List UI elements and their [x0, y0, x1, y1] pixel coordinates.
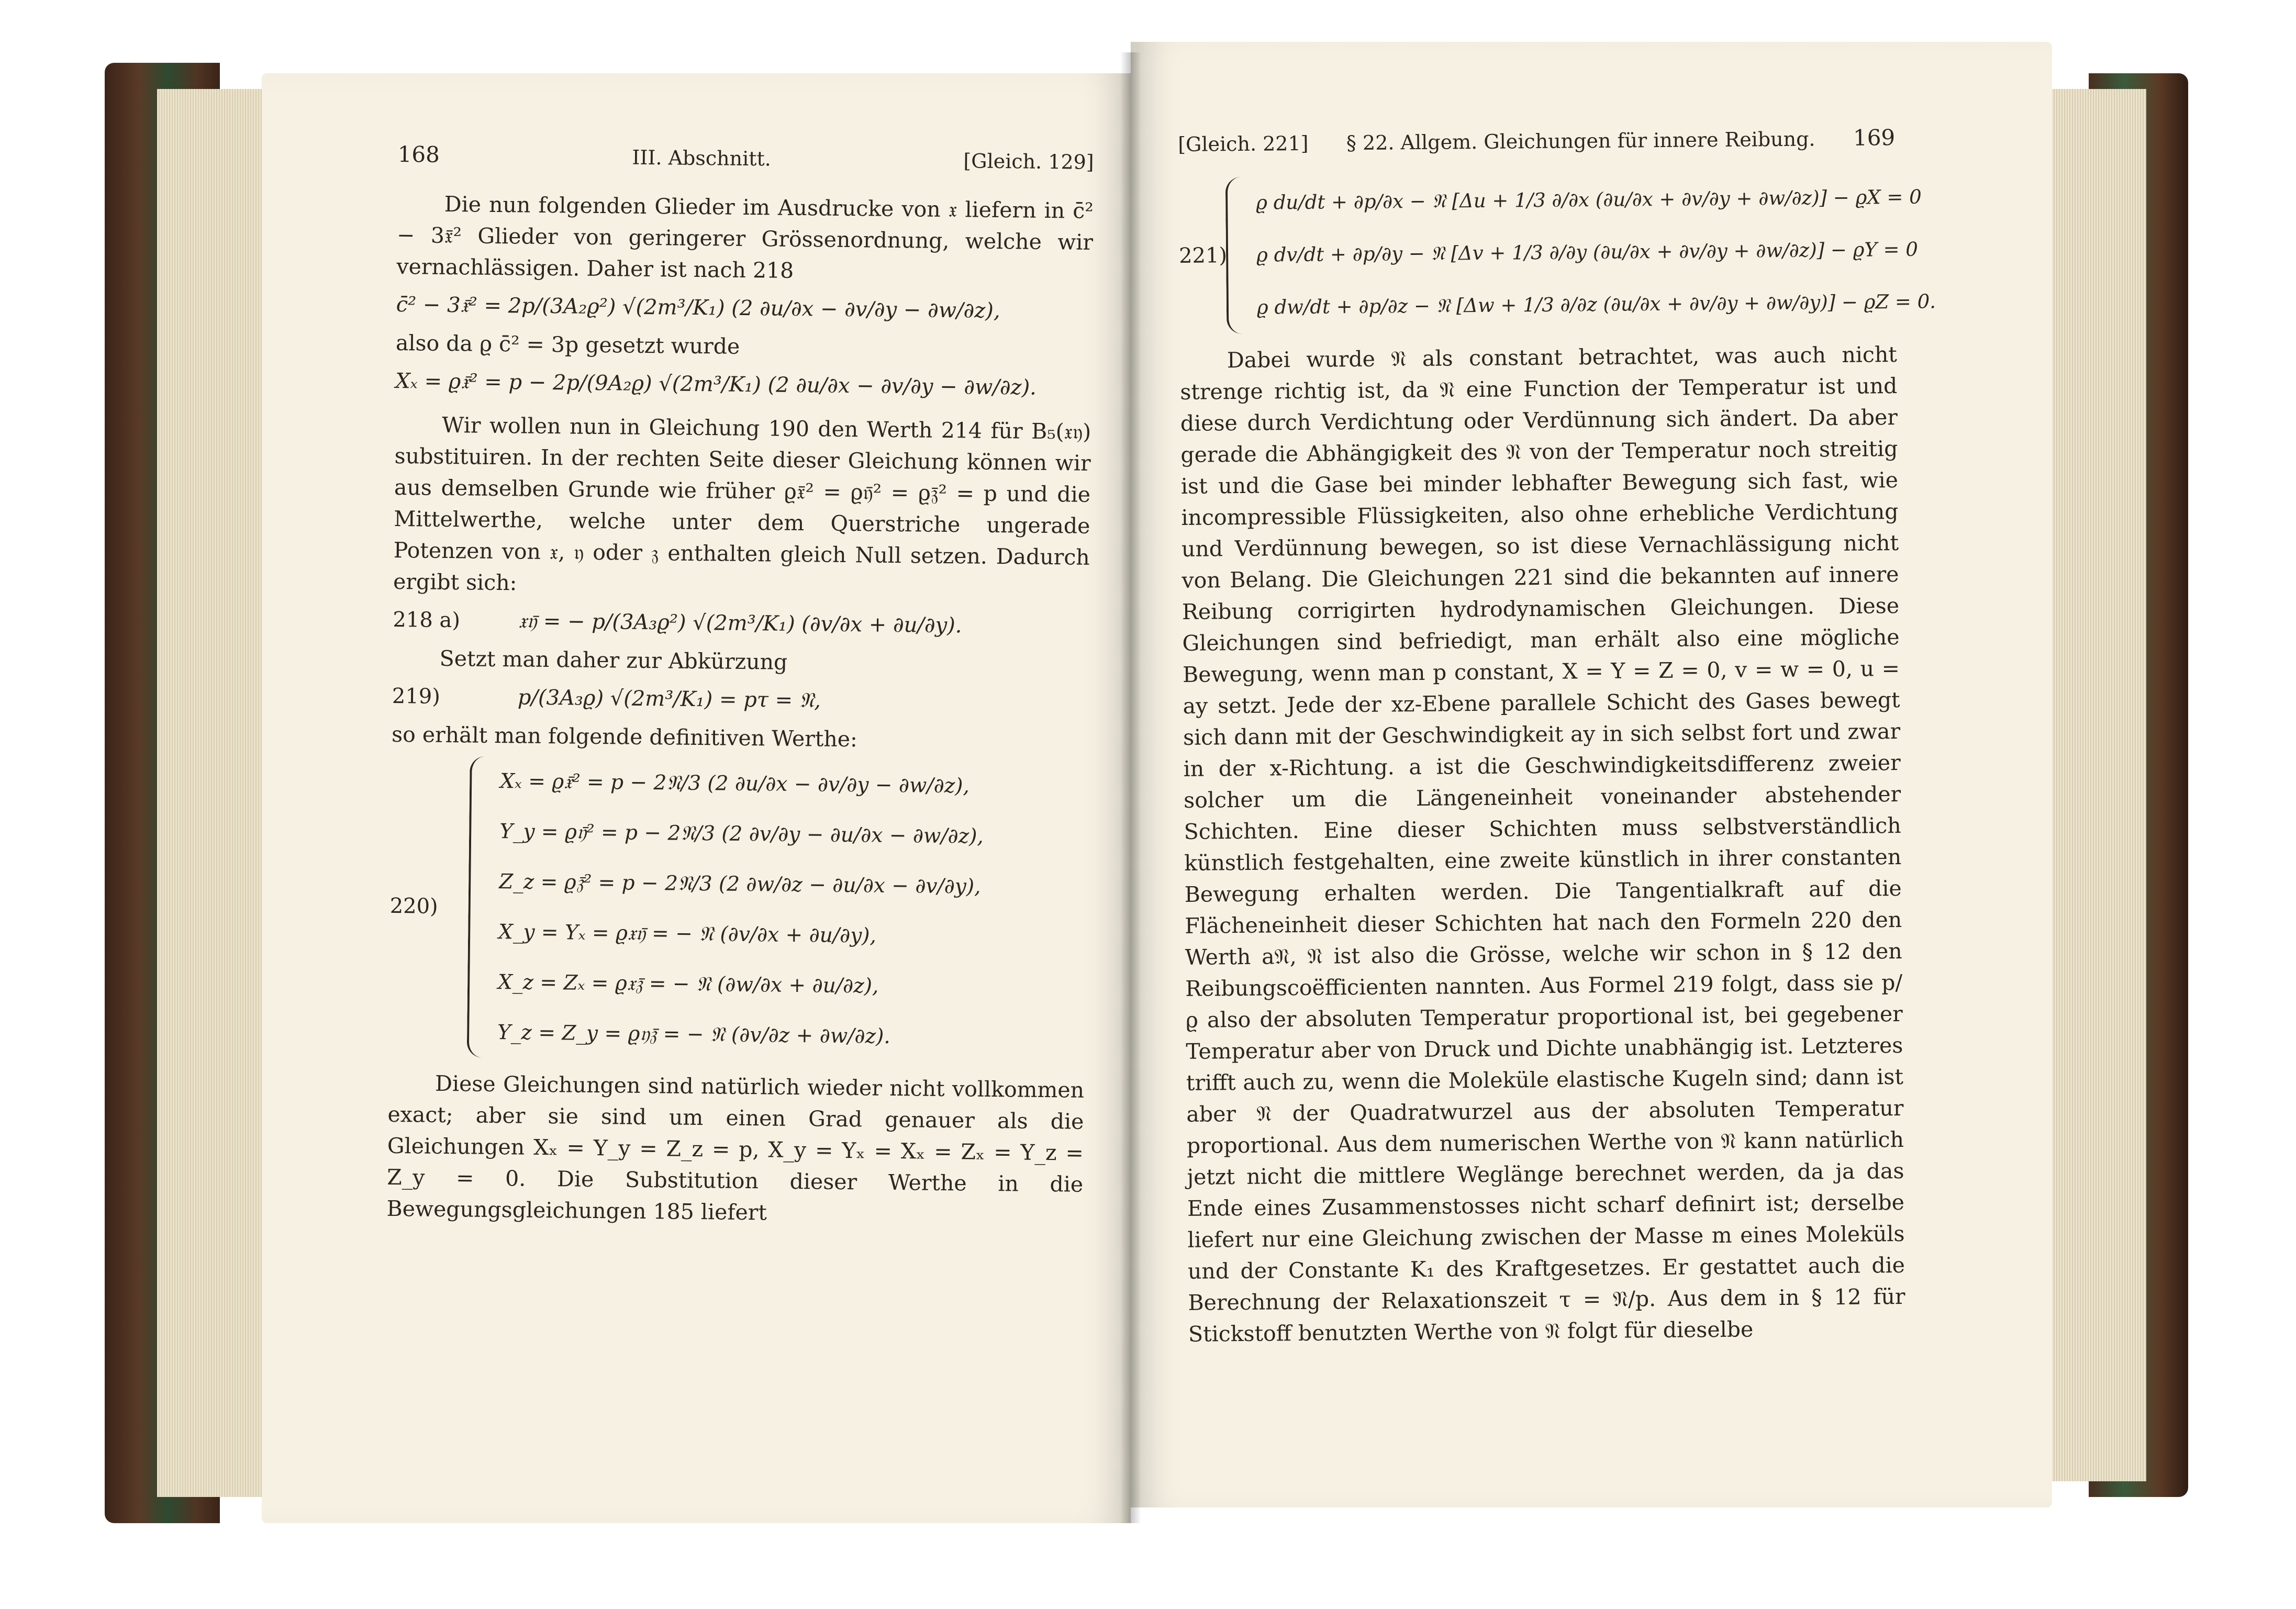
paragraph-left-3: Diese Gleichungen sind natürlich wieder nicht vollkommen exact; aber sie sind um einen Grad genauer als die Gleichungen Xₓ = Y_y = Z_z = p, X_y = Yₓ = Xₓ = Zₓ = Y_z = Z_y = 0. Die Substitution dieser Werthe in die Bewegungsgleichungen 185 liefert [386, 1070, 1085, 1225]
equation-220-row: X_z = Zₓ = ϱ𝔵𝔷̄ = − 𝔑 (∂w/∂x + ∂u/∂z), [497, 970, 879, 998]
equation-220-row: Xₓ = ϱ𝔵̄² = p − 2𝔑/3 (2 ∂u/∂x − ∂v/∂y − ∂w/∂z), [499, 769, 970, 798]
line-so-erhaelt: so erhält man folgende definitiven Werthe: [391, 721, 858, 752]
equation-c-squared [396, 282, 1093, 334]
left-page-header [397, 141, 1094, 174]
equation-218a [393, 597, 1089, 650]
equation-221-row: ϱ dv/dt + ∂p/∂y − 𝔑 [Δv + 1/3 ∂/∂y (∂u/∂x + ∂v/∂y + ∂w/∂z)] − ϱY = 0 [1256, 238, 1919, 266]
equation-221-label: 221) [1178, 243, 1228, 268]
paragraph-left-2: Wir wollen nun in Gleichung 190 den Werth 214 für B₅(𝔵𝔶) substituiren. In der rechten Seite dieser Gleichung können wir aus demselben Grunde wie früher ϱ𝔵̄² = ϱ𝔶̄² = ϱ𝔷̄² = p und die Mittelwerthe, welche unter dem Querstriche ungerade Potenzen von 𝔵, 𝔶 oder 𝔷 enthalten gleich Null setzen. Dadurch ergibt sich: [393, 412, 1091, 596]
equation-221-brace [1225, 177, 1247, 334]
equation-220-rows [497, 756, 1088, 1064]
running-title-right: § 22. Allgem. Gleichungen für innere Reibung. [1346, 127, 1815, 155]
book-gutter [1120, 52, 1141, 1523]
equation-218a-text: 𝔵𝔶̄ = − p/(3A₃ϱ²) √(2m³/K₁) (∂v/∂x + ∂u/∂y). [518, 609, 962, 638]
equation-xx-text: Xₓ = ϱ𝔵̄² = p − 2p/(9A₂ϱ) √(2m³/K₁) (2 ∂u/∂x − ∂v/∂y − ∂w/∂z). [395, 368, 1037, 400]
equation-reference-left: [Gleich. 129] [963, 149, 1094, 174]
right-page [1131, 42, 2052, 1507]
page-edges-left [157, 89, 267, 1497]
equation-220-brace [467, 756, 490, 1058]
equation-219-label: 219) [392, 684, 441, 709]
equation-221-rows [1256, 171, 1936, 333]
paragraph-left-1: Die nun folgenden Glieder im Ausdrucke von 𝔵 liefern in c̄² − 3𝔵̄² Glieder von geringerer Grössenordnung, welche wir vernachlässigen. Daher ist nach 218 [396, 191, 1094, 283]
equation-219-text: p/(3A₃ϱ) √(2m³/K₁) = pτ = 𝔑, [517, 685, 821, 713]
equation-reference-right: [Gleich. 221] [1178, 131, 1309, 156]
equation-220-row: Z_z = ϱ𝔷̄² = p − 2𝔑/3 (2 ∂w/∂z − ∂u/∂x − ∂v/∂y), [498, 870, 981, 899]
equation-219 [392, 674, 1088, 726]
equation-xx [395, 359, 1092, 411]
line-also-da: also da ϱ c̄² = 3p gesetzt wurde [395, 330, 740, 359]
equation-c-squared-text: c̄² − 3𝔵̄² = 2p/(3A₂ϱ²) √(2m³/K₁) (2 ∂u/∂x − ∂v/∂y − ∂w/∂z), [396, 292, 1000, 323]
right-page-header [1178, 125, 1895, 157]
equation-221-row: ϱ du/dt + ∂p/∂x − 𝔑 [Δu + 1/3 ∂/∂x (∂u/∂x + ∂v/∂y + ∂w/∂z)] − ϱX = 0 [1256, 185, 1922, 214]
page-number-left: 168 [397, 141, 440, 167]
page-number-right: 169 [1853, 125, 1896, 151]
equation-system-221 [1178, 171, 1936, 334]
running-title-left: III. Abschnitt. [632, 146, 772, 171]
equation-220-row: Y_z = Z_y = ϱ𝔶𝔷̄ = − 𝔑 (∂v/∂z + ∂w/∂z). [497, 1021, 891, 1048]
right-page-content [1178, 125, 1936, 1350]
equation-system-220 [388, 755, 1088, 1064]
page-edges-right [2042, 89, 2146, 1481]
left-page [262, 73, 1131, 1523]
paragraph-right-1: Dabei wurde 𝔑 als constant betrachtet, was auch nicht strenge richtig ist, da 𝔑 eine Function der Temperatur ist und diese durch Verdichtung oder Verdünnung sich ändert. Da aber gerade die Abhängigkeit des 𝔑 von der Temperatur noch streitig ist und die Gase bei minder lebhafter Bewegung sich fast, wie incompressible Flüssigkeiten, also ohne erhebliche Verdichtung und Verdünnung bewegen, so ist diese Vernachlässigung nicht von Belang. Die Gleichungen 221 sind die bekannten auf innere Reibung corrigirten hydrodynamischen Gleichungen. Diese Gleichungen sind befriedigt, man erhält also eine mögliche Bewegung, wenn man p constant, X = Y = Z = 0, v = w = 0, u = ay setzt. Jede der xz-Ebene parallele Schicht des Gases bewegt sich dann mit der Geschwindigkeit ay in sich selbst fort und zwar in der x-Richtung. a ist die Geschwindigkeitsdifferenz zweier solcher um die Längeneinheit voneinander abstehender Schichten. Eine dieser Schichten muss selbstverständlich künstlich festgehalten, eine zweite künstlich in ihrer constanten Bewegung erhalten werden. Die Tangentialkraft auf die Flächeneinheit dieser Schichten hat nach den Formeln 220 den Werth a𝔑, 𝔑 ist also die Grösse, welche wir schon in § 12 den Reibungscoëfficienten nannten. Aus Formel 219 folgt, dass sie p/ϱ also der absoluten Temperatur proportional ist, bei gegebener Temperatur aber von Druck und Dichte unabhängig ist. Letzteres trifft auch zu, wenn die Moleküle elastische Kugeln sind; dann ist aber 𝔑 der Quadratwurzel aus der absoluten Temperatur proportional. Aus dem numerischen Werthe von 𝔑 kann natürlich jetzt nicht die mittlere Weglänge berechnet werden, da ja das Ende eines Zusammenstosses nicht scharf definirt ist; derselbe liefert nur eine Gleichung zwischen der Masse m eines Moleküls und der Constante K₁ des Kraftgesetzes. Er gestattet auch die Berechnung der Relaxationszeit τ = 𝔑/p. Aus dem in § 12 für Stickstoff benutzten Werthe von 𝔑 folgt für dieselbe [1180, 342, 1905, 1347]
equation-220-row: Y_y = ϱ𝔶̄² = p − 2𝔑/3 (2 ∂v/∂y − ∂u/∂x − ∂w/∂z), [499, 820, 984, 848]
equation-218a-label: 218 a) [393, 607, 461, 633]
equation-220-row: X_y = Yₓ = ϱ𝔵𝔶̄ = − 𝔑 (∂v/∂x + ∂u/∂y), [498, 920, 877, 948]
left-page-content [386, 141, 1094, 1232]
equation-221-row: ϱ dw/dt + ∂p/∂z − 𝔑 [Δw + 1/3 ∂/∂z (∂u/∂x + ∂v/∂y + ∂w/∂y)] − ϱZ = 0. [1256, 290, 1936, 319]
line-setzt-man: Setzt man daher zur Abkürzung [439, 645, 788, 675]
equation-220-label: 220) [389, 893, 438, 919]
